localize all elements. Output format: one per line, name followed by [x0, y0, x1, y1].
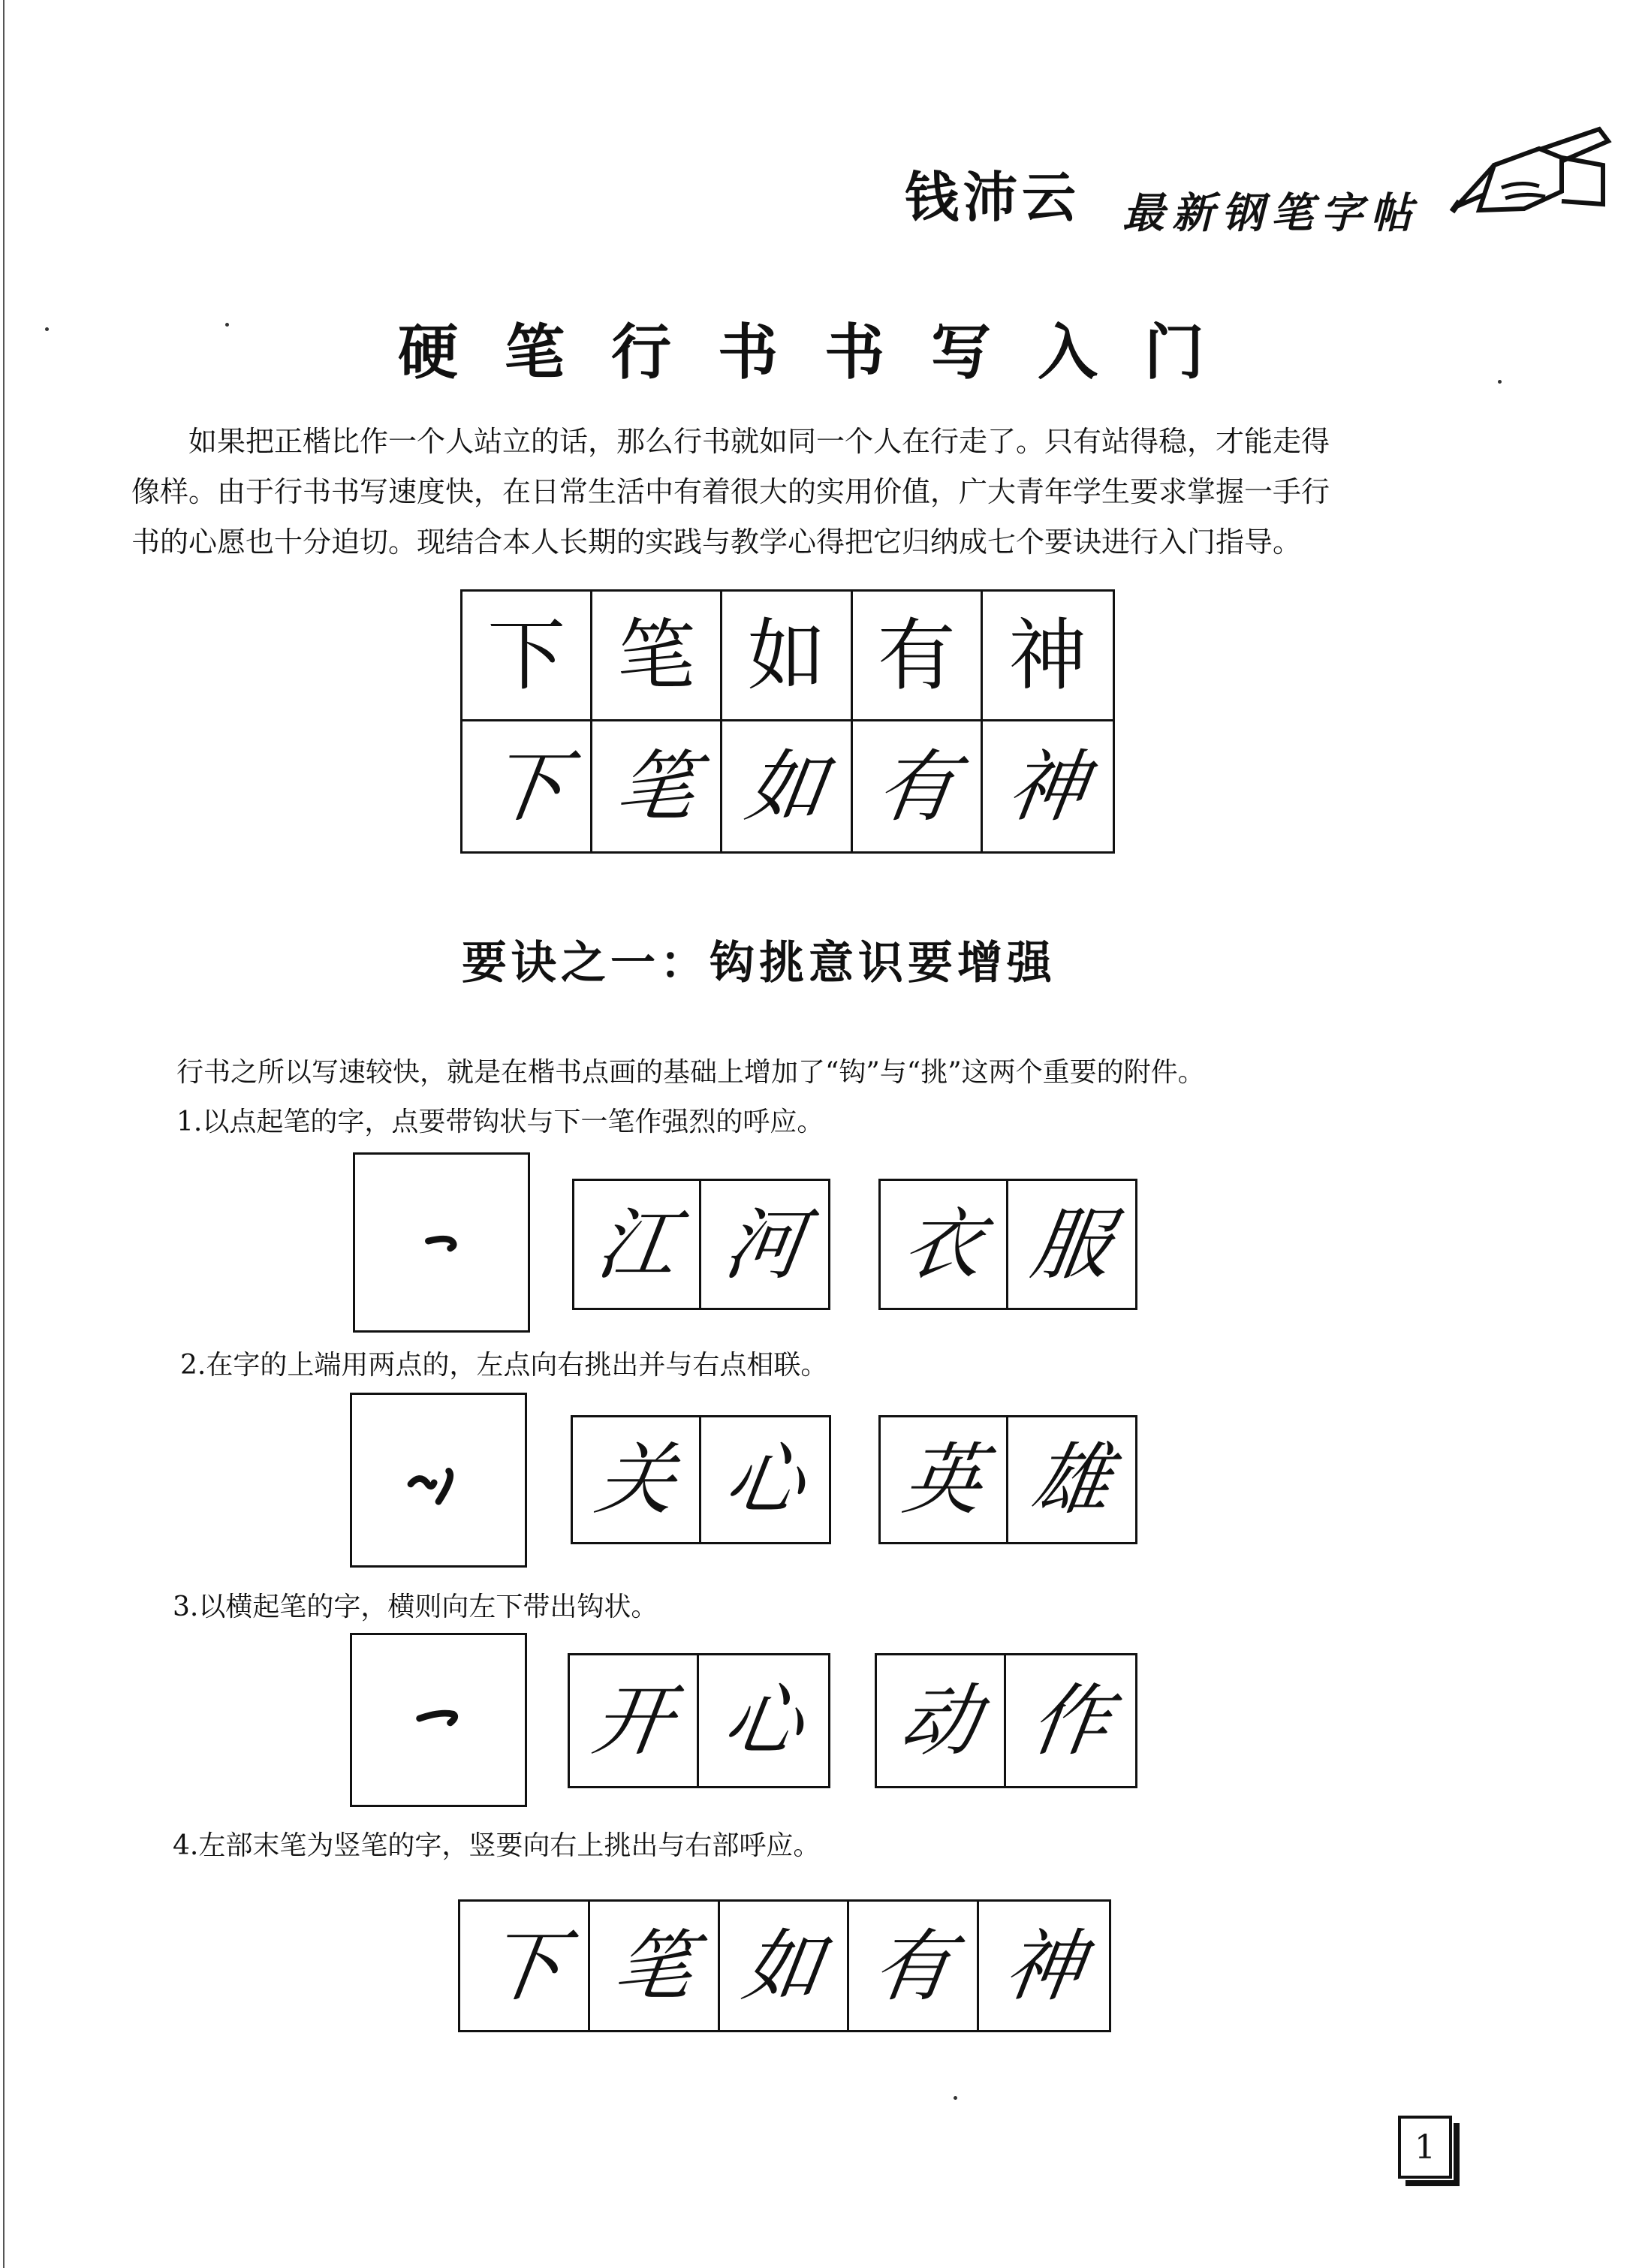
page-number: 1	[1398, 2116, 1452, 2179]
table-cell: 河	[719, 1198, 811, 1291]
item-1-pair-1	[572, 1179, 830, 1310]
item-3-pair-2	[875, 1653, 1137, 1788]
table-cell: 有	[849, 1902, 979, 2030]
intro-line-2: 像样。由于行书书写速度快，在日常生活中有着很大的实用价值，广大青年学生要求掌握一手行	[131, 475, 1330, 508]
item-1-pair-2	[878, 1179, 1137, 1310]
scan-edge-line	[3, 0, 5, 2268]
table-cell: 有	[853, 721, 983, 851]
item-3-pair-1	[568, 1653, 830, 1788]
table-cell: 衣	[881, 1181, 1008, 1308]
table-cell: 动	[877, 1655, 1006, 1786]
table-cell: 下	[462, 592, 592, 721]
item-4-text: 4.左部末笔为竖笔的字，竖要向右上挑出与右部呼应。	[173, 1830, 821, 1861]
intro-line-3: 书的心愿也十分迫切。现结合本人长期的实践与教学心得把它归纳成七个要诀进行入门指导。	[131, 526, 1302, 559]
intro-paragraph	[131, 417, 1475, 568]
table-cell: 神	[983, 592, 1113, 721]
hand-holding-pen-icon	[1449, 113, 1614, 225]
table-cell: 作	[1025, 1675, 1116, 1767]
item-4-character-row	[458, 1899, 1111, 2032]
table-cell: 神	[1002, 740, 1093, 833]
table-cell: 笔	[590, 1902, 720, 2030]
dot-hook-stroke-icon	[353, 1152, 530, 1333]
table-cell: 关	[573, 1417, 701, 1542]
intro-line-1: 如果把正楷比作一个人站立的话，那么行书就如同一个人在行走了。只有站得稳，才能走得	[188, 425, 1330, 458]
header-book-title: 最新钢笔字帖	[1122, 188, 1420, 238]
main-title: 硬笔行书书写入门	[398, 318, 1251, 387]
table-cell: 如	[722, 592, 852, 721]
header-author: 钱沛云	[905, 166, 1081, 229]
table-cell: 心	[718, 1675, 809, 1767]
table-cell: 下	[462, 721, 592, 851]
item-1-text: 1.以点起笔的字，点要带钩状与下一笔作强烈的呼应。	[176, 1107, 824, 1137]
table-cell: 英	[881, 1417, 1008, 1542]
table-cell: 如	[722, 721, 852, 851]
table-cell: 服	[1026, 1198, 1117, 1291]
table-cell: 笔	[592, 721, 722, 851]
section-title: 要诀之一：钩挑意识要增强	[462, 937, 1056, 989]
table-cell: 下	[460, 1902, 590, 2030]
item-3-text: 3.以横起笔的字，横则向左下带出钩状。	[173, 1592, 658, 1622]
item-2-text: 2.在字的上端用两点的，左点向右挑出并与右点相联。	[180, 1350, 828, 1381]
table-cell: 心	[719, 1434, 811, 1526]
item-2-pair-1	[571, 1415, 831, 1544]
example-character-table	[460, 589, 1115, 854]
table-cell: 笔	[592, 592, 722, 721]
item-2-pair-2	[878, 1415, 1137, 1544]
two-dots-linked-stroke-icon	[350, 1393, 527, 1568]
table-cell: 开	[570, 1655, 699, 1786]
section-intro: 行书之所以写速较快，就是在楷书点画的基础上增加了“钩”与“挑”这两个重要的附件。	[176, 1057, 1205, 1088]
table-cell: 有	[853, 592, 983, 721]
horizontal-hook-stroke-icon	[350, 1633, 527, 1807]
table-cell: 江	[574, 1181, 701, 1308]
table-cell: 神	[999, 1920, 1090, 2012]
table-cell: 雄	[1026, 1434, 1117, 1526]
table-cell: 如	[720, 1902, 850, 2030]
